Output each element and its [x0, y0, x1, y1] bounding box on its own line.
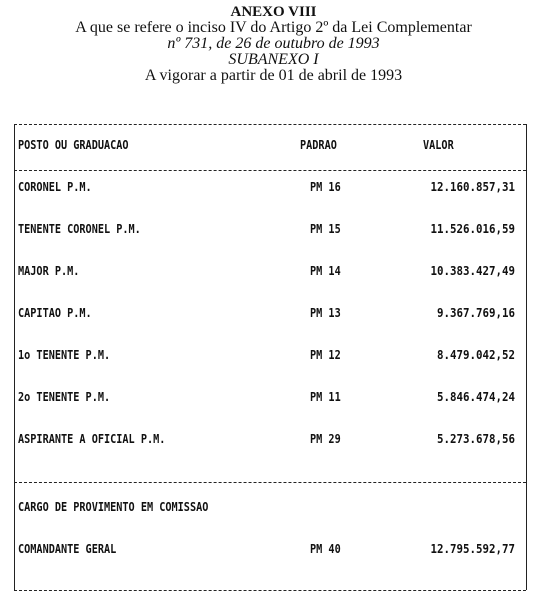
subannex-title: SUBANEXO I [228, 51, 319, 68]
table-row-padrao: PM 11 [310, 390, 341, 404]
table-row-padrao: PM 40 [310, 542, 341, 556]
table-row-posto: ASPIRANTE A OFICIAL P.M. [18, 432, 166, 446]
table-row-valor: 12.795.592,77 [430, 542, 515, 556]
table-row-valor: 9.367.769,16 [436, 306, 515, 320]
table-row-posto: MAJOR P.M. [18, 264, 80, 278]
table-row-valor: 10.383.427,49 [430, 264, 515, 278]
table-row-posto: COMANDANTE GERAL [18, 542, 117, 556]
table-row-padrao: PM 29 [310, 432, 341, 446]
table-bottom-border [14, 590, 526, 591]
effective-date-line: A vigorar a partir de 01 de abril de 1993 [144, 67, 403, 84]
table-row-padrao: PM 16 [310, 180, 341, 194]
section-separator [14, 482, 526, 483]
annex-title: ANEXO VIII [230, 4, 317, 20]
table-row-posto: 2o TENENTE P.M. [18, 390, 111, 404]
table-row-padrao: PM 12 [310, 348, 341, 362]
table-row-padrao: PM 13 [310, 306, 341, 320]
right-border [526, 124, 527, 590]
table-row-posto: CAPITAO P.M. [18, 306, 92, 320]
table-row-padrao: PM 15 [310, 222, 341, 236]
table-row-posto: 1o TENENTE P.M. [18, 348, 111, 362]
table-row-posto: TENENTE CORONEL P.M. [18, 222, 141, 236]
header-separator [14, 170, 526, 171]
left-border [14, 124, 15, 590]
column-header-valor: VALOR [423, 138, 454, 152]
column-header-posto: POSTO OU GRADUACAO [18, 138, 129, 152]
table-row-valor: 11.526.016,59 [430, 222, 515, 236]
law-number-line: nº 731, de 26 de outubro de 1993 [167, 35, 380, 52]
table-row-valor: 8.479.042,52 [436, 348, 515, 362]
table-row-valor: 12.160.857,31 [430, 180, 515, 194]
table-row-valor: 5.273.678,56 [436, 432, 515, 446]
column-header-padrao: PADRAO [300, 138, 337, 152]
section-label: CARGO DE PROVIMENTO EM COMISSAO [18, 500, 209, 514]
table-row-posto: CORONEL P.M. [18, 180, 92, 194]
table-row-valor: 5.846.474,24 [436, 390, 515, 404]
table-top-border [14, 124, 526, 125]
table-row-padrao: PM 14 [310, 264, 341, 278]
reference-line: A que se refere o inciso IV do Artigo 2º da Lei Complementar [75, 19, 472, 36]
